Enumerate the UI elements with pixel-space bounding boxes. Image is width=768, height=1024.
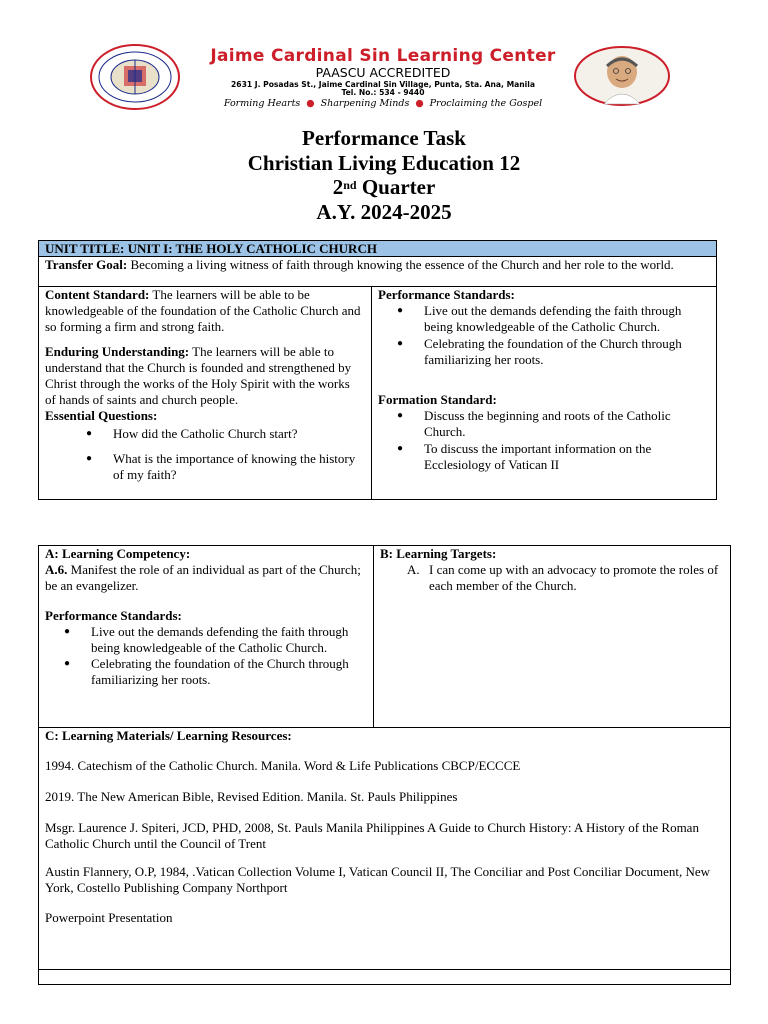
list-item: ● Discuss the beginning and roots of the Catholic Church.	[372, 408, 708, 440]
material-item: Austin Flannery, O.P, 1984, .Vatican Collection Volume I, Vatican Council II, The Conciliar and Post Conciliar Document, New York, Costello Publishing Company Northport	[45, 864, 711, 895]
motto-part-3: Proclaiming the Gospel	[429, 98, 543, 109]
learning-competency-cell	[45, 546, 367, 688]
formation-standard-label: Formation Standard:	[378, 392, 497, 407]
competency-text: Manifest the role of an individual as part of the Church; be an evangelizer.	[45, 562, 361, 593]
material-item: Msgr. Laurence J. Spiteri, JCD, PHD, 2008, St. Pauls Manila Philippines A Guide to Church History: A History of the Roman Catholic Church until the Council of Trent	[45, 820, 699, 851]
quarter-number: 2	[332, 175, 344, 199]
accreditation: PAASCU ACCREDITED	[315, 65, 451, 80]
divider	[373, 545, 374, 728]
learning-competency	[45, 562, 367, 594]
quarter-word: Quarter	[361, 175, 436, 199]
left-standards-cell	[45, 287, 361, 483]
content-standard-text: The learners will be able to be knowledgeable of the foundation of the Catholic Church and so forming a firm and strong faith.	[45, 287, 361, 334]
learning-target-item	[380, 562, 720, 594]
learning-targets-cell	[380, 546, 720, 594]
divider	[38, 969, 731, 970]
list-item: ● What is the importance of knowing the history of my faith?	[61, 451, 361, 483]
performance-standards-label: Performance Standards:	[378, 287, 515, 302]
right-standards-cell	[378, 287, 708, 473]
school-telephone: Tel. No.: 534 - 9440	[341, 88, 425, 97]
list-item: ● Celebrating the foundation of the Church through familiarizing her roots.	[39, 656, 367, 688]
transfer-goal-label: Transfer Goal:	[45, 257, 128, 272]
material-item: 1994. Catechism of the Catholic Church. Manila. Word & Life Publications CBCP/ECCCE	[45, 758, 521, 773]
essential-questions-list	[61, 426, 361, 483]
motto-dot-icon: ●	[306, 98, 315, 109]
enduring-understanding-text: The learners will be able to understand that the Church is founded and strengthened by Christ through the works of the Holy Spirit with the works of hands of saints and church people.	[45, 344, 352, 407]
unit-title: UNIT TITLE: UNIT I: THE HOLY CATHOLIC CHURCH	[45, 241, 377, 256]
enduring-understanding-label: Enduring Understanding:	[45, 344, 190, 359]
enduring-understanding	[45, 344, 361, 408]
motto-part-2: Sharpening Minds	[320, 98, 410, 109]
essential-questions-label: Essential Questions:	[45, 408, 158, 423]
motto-dot-icon: ●	[415, 98, 424, 109]
school-motto	[198, 98, 568, 109]
material-item: Powerpoint Presentation	[45, 910, 173, 925]
document-title	[0, 126, 768, 224]
learning-materials-label: C: Learning Materials/ Learning Resources:	[45, 728, 292, 743]
content-standard	[45, 287, 361, 335]
motto-part-1: Forming Hearts	[223, 98, 301, 109]
list-item: ● Live out the demands defending the faith through being knowledgeable of the Catholic Church.	[39, 624, 367, 656]
learning-targets-label: B: Learning Targets:	[380, 546, 497, 561]
performance-standards-label: Performance Standards:	[45, 608, 182, 623]
transfer-goal-text: Becoming a living witness of faith through knowing the essence of the Church and her role to the world.	[130, 257, 674, 272]
target-text: I can come up with an advocacy to promote the roles of each member of the Church.	[429, 562, 719, 593]
school-address: 2631 J. Posadas St., Jaime Cardinal Sin Village, Punta, Sta. Ana, Manila	[231, 80, 535, 89]
formation-standards-list	[372, 408, 708, 473]
cardinal-portrait-image	[574, 46, 670, 106]
content-standard-label: Content Standard:	[45, 287, 150, 302]
title-quarter	[0, 175, 768, 200]
list-item: ● How did the Catholic Church start?	[61, 426, 361, 442]
school-name: Jaime Cardinal Sin Learning Center	[210, 46, 556, 66]
title-line-2: Christian Living Education 12	[247, 150, 521, 175]
performance-standards-list	[372, 303, 708, 368]
school-header	[86, 42, 670, 112]
target-letter: A.	[407, 562, 420, 577]
competency-code: A.6.	[45, 562, 68, 577]
list-item: ● To discuss the important information on the Ecclesiology of Vatican II	[372, 441, 708, 473]
list-item: ● Live out the demands defending the faith through being knowledgeable of the Catholic Church.	[372, 303, 708, 335]
transfer-goal	[45, 258, 713, 271]
quarter-suffix: nd	[343, 178, 357, 192]
list-item: ● Celebrating the foundation of the Church through familiarizing her roots.	[372, 336, 708, 368]
school-seal-logo	[90, 44, 180, 110]
title-line-1: Performance Task	[302, 126, 466, 150]
learning-materials-cell	[45, 728, 725, 926]
material-item: 2019. The New American Bible, Revised Edition. Manila. St. Pauls Philippines	[45, 789, 458, 804]
title-academic-year: A.Y. 2024-2025	[316, 199, 452, 224]
learning-competency-label: A: Learning Competency:	[45, 546, 191, 561]
performance-standards-list	[39, 624, 367, 688]
